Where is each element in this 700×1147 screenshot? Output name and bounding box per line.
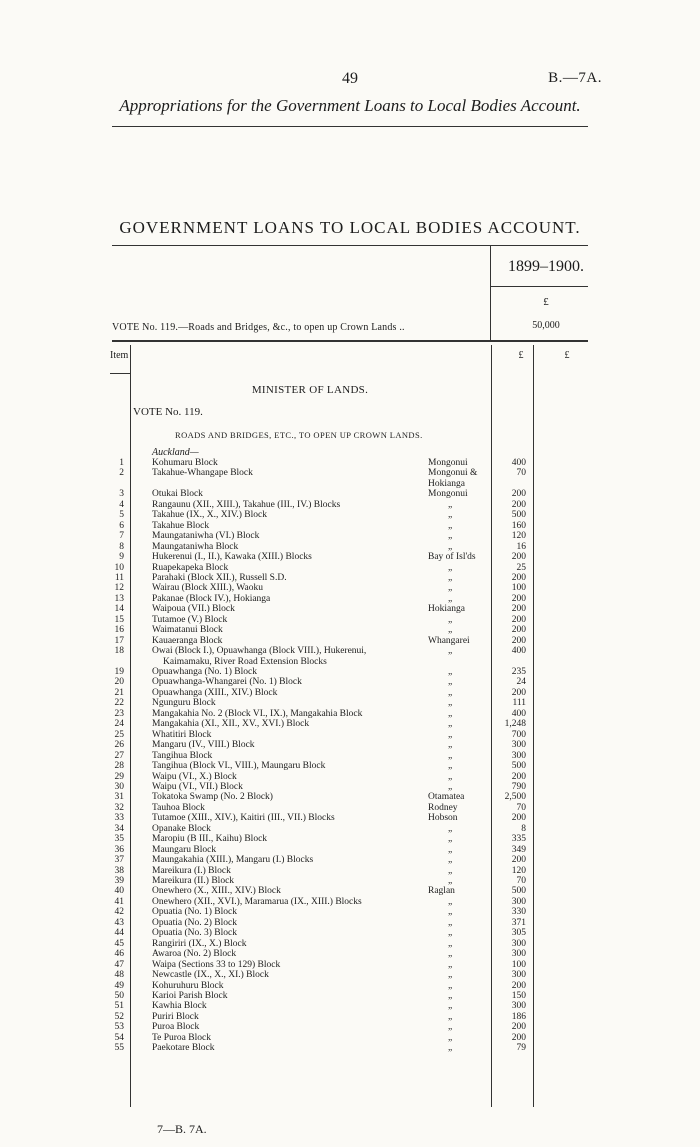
item-amount: 200 xyxy=(511,1022,526,1033)
item-description: Tangihua Block xyxy=(152,750,213,761)
item-county: „ xyxy=(448,625,453,636)
item-amount: 100 xyxy=(511,583,526,594)
table-row xyxy=(0,542,700,552)
item-number: 11 xyxy=(114,572,124,583)
item-county: „ xyxy=(448,750,453,761)
item-county: „ xyxy=(448,781,453,792)
item-number: 42 xyxy=(114,907,124,918)
item-amount: 200 xyxy=(511,614,526,625)
item-description: Newcastle (IX., X., XI.) Block xyxy=(152,970,269,981)
item-amount: 160 xyxy=(511,520,526,531)
item-description: Te Puroa Block xyxy=(152,1032,211,1043)
table-row xyxy=(0,981,700,991)
item-amount: 120 xyxy=(511,865,526,876)
item-amount: 335 xyxy=(511,834,526,845)
table-row xyxy=(0,458,700,468)
item-description: Mareikura (I.) Block xyxy=(152,865,231,876)
item-description: Kawhia Block xyxy=(152,1001,207,1012)
item-description: Kauaeranga Block xyxy=(152,635,223,646)
item-number: 10 xyxy=(114,562,124,573)
item-number: 52 xyxy=(114,1011,124,1022)
table-row xyxy=(0,573,700,583)
item-number: 1 xyxy=(119,458,124,468)
item-number: 43 xyxy=(114,917,124,928)
item-column-header: Item xyxy=(110,350,129,361)
item-description: Takahue-Whangape Block xyxy=(152,468,253,479)
item-amount: 300 xyxy=(511,740,526,751)
item-county: „ xyxy=(448,719,453,730)
item-county: „ xyxy=(448,834,453,845)
item-description: Mareikura (II.) Block xyxy=(152,876,235,886)
item-amount: 150 xyxy=(511,990,526,1001)
item-number: 32 xyxy=(114,802,124,813)
item-description: Paekotare Block xyxy=(152,1043,215,1054)
item-description: Wairau (Block XIII.), Waoku xyxy=(152,583,263,594)
item-description-continued: Kaimamaku, River Road Extension Blocks xyxy=(163,656,327,667)
item-number: 50 xyxy=(114,990,124,1001)
table-row xyxy=(0,740,700,750)
item-county: „ xyxy=(448,572,453,583)
item-number: 37 xyxy=(114,855,124,866)
summary-bottom-rule xyxy=(112,340,588,342)
item-county: „ xyxy=(448,980,453,991)
item-county: „ xyxy=(448,667,453,677)
vote-label: VOTE No. 119. xyxy=(133,406,203,418)
item-description: Maungataniwha (VI.) Block xyxy=(152,531,260,542)
item-description: Waipu (VI., VII.) Block xyxy=(152,781,243,792)
table-row xyxy=(0,1012,700,1022)
item-amount: 200 xyxy=(511,635,526,646)
item-description: Mangaru (IV., VIII.) Block xyxy=(152,740,255,751)
item-number: 14 xyxy=(114,604,124,615)
item-amount: 400 xyxy=(511,646,526,657)
table-row xyxy=(0,531,700,541)
item-amount: 300 xyxy=(511,970,526,981)
item-county: Hokianga xyxy=(428,604,465,615)
item-description: Whatitiri Block xyxy=(152,729,212,740)
item-county: „ xyxy=(448,928,453,939)
table-row xyxy=(0,939,700,949)
item-county: Rodney xyxy=(428,802,458,813)
item-amount: 500 xyxy=(511,886,526,897)
item-county: „ xyxy=(448,562,453,573)
item-county: „ xyxy=(448,708,453,719)
item-number: 20 xyxy=(114,677,124,688)
item-amount: 500 xyxy=(511,510,526,521)
item-amount: 100 xyxy=(511,959,526,970)
item-amount: 79 xyxy=(516,1043,526,1054)
table-row xyxy=(0,970,700,980)
item-amount: 200 xyxy=(511,771,526,782)
item-county: „ xyxy=(448,510,453,521)
item-number: 55 xyxy=(114,1043,124,1054)
item-description: Opuawhanga (XIII., XIV.) Block xyxy=(152,687,278,698)
item-description: Pakanae (Block IV.), Hokianga xyxy=(152,593,271,604)
total-column-currency: £ xyxy=(564,350,570,361)
table-row xyxy=(0,907,700,917)
item-county: „ xyxy=(448,959,453,970)
fiscal-year: 1899–1900. xyxy=(508,258,584,275)
table-row xyxy=(0,1033,700,1043)
item-number: 23 xyxy=(114,708,124,719)
item-amount: 235 xyxy=(511,667,526,677)
table-row xyxy=(0,500,700,510)
item-county: „ xyxy=(448,1032,453,1043)
item-number: 34 xyxy=(114,823,124,834)
item-description: Maropiu (B III., Kaihu) Block xyxy=(152,834,268,845)
table-row xyxy=(0,719,700,729)
item-amount: 1,248 xyxy=(504,719,526,730)
table-row xyxy=(0,1022,700,1032)
item-description: Opuawhanga (No. 1) Block xyxy=(152,667,258,677)
item-county: „ xyxy=(448,740,453,751)
item-amount: 186 xyxy=(511,1011,526,1022)
item-number: 21 xyxy=(114,687,124,698)
item-description: Awaroa (No. 2) Block xyxy=(152,949,237,960)
item-number: 51 xyxy=(114,1001,124,1012)
item-number: 8 xyxy=(119,541,124,552)
item-amount: 400 xyxy=(511,458,526,468)
item-county: Otamatea xyxy=(428,792,465,803)
item-county: „ xyxy=(448,1043,453,1054)
item-description: Puroa Block xyxy=(152,1022,200,1033)
item-description: Rangaunu (XII., XIII.), Takahue (III., IV.) Blocks xyxy=(152,499,341,510)
item-county: „ xyxy=(448,614,453,625)
item-description: Opuawhanga-Whangarei (No. 1) Block xyxy=(152,677,302,688)
item-county: „ xyxy=(448,1001,453,1012)
table-row xyxy=(0,949,700,959)
item-county: „ xyxy=(448,855,453,866)
item-amount: 70 xyxy=(516,468,526,479)
table-row xyxy=(0,834,700,844)
section-title: ROADS AND BRIDGES, ETC., TO OPEN UP CROWN LANDS. xyxy=(175,430,423,440)
item-description: Tauhoa Block xyxy=(152,802,205,813)
item-number: 4 xyxy=(119,499,124,510)
item-number: 19 xyxy=(114,667,124,677)
table-row xyxy=(0,824,700,834)
item-county: Mongonui xyxy=(428,489,468,500)
item-amount: 70 xyxy=(516,802,526,813)
item-description: Rangiriri (IX., X.) Block xyxy=(152,938,247,949)
item-amount: 200 xyxy=(511,1032,526,1043)
item-amount: 200 xyxy=(511,604,526,615)
item-number: 26 xyxy=(114,740,124,751)
item-county: „ xyxy=(448,907,453,918)
item-number: 53 xyxy=(114,1022,124,1033)
item-amount: 16 xyxy=(516,541,526,552)
item-amount: 349 xyxy=(511,844,526,855)
item-description: Mangakahia No. 2 (Block VI., IX.), Mangakahia Block xyxy=(152,708,363,719)
summary-currency: £ xyxy=(543,296,549,308)
item-description: Waipoua (VII.) Block xyxy=(152,604,235,615)
item-description: Onewhero (XII., XVI.), Maramarua (IX., XIII.) Blocks xyxy=(152,896,362,907)
amount-column-currency: £ xyxy=(518,350,524,361)
item-description: Takahue Block xyxy=(152,520,210,531)
item-number: 48 xyxy=(114,970,124,981)
item-description: Hukerenui (I., II.), Kawaka (XIII.) Blocks xyxy=(152,552,312,563)
table-row xyxy=(0,521,700,531)
item-amount: 70 xyxy=(516,876,526,886)
table-row xyxy=(0,845,700,855)
table-row xyxy=(0,803,700,813)
vote-summary-amount: 50,000 xyxy=(532,320,560,331)
item-amount: 300 xyxy=(511,938,526,949)
item-county: „ xyxy=(448,896,453,907)
table-row xyxy=(0,991,700,1001)
item-number: 29 xyxy=(114,771,124,782)
item-amount: 111 xyxy=(512,698,526,709)
item-number: 45 xyxy=(114,938,124,949)
item-county: „ xyxy=(448,938,453,949)
item-county: „ xyxy=(448,1011,453,1022)
region-label: Auckland— xyxy=(152,447,199,458)
table-row xyxy=(0,751,700,761)
item-county: „ xyxy=(448,771,453,782)
item-description: Mangakahia (XI., XII., XV., XVI.) Block xyxy=(152,719,310,730)
table-row xyxy=(0,730,700,740)
item-county: Hobson xyxy=(428,813,458,824)
item-county: „ xyxy=(448,970,453,981)
item-county: „ xyxy=(448,949,453,960)
item-description: Maungaru Block xyxy=(152,844,217,855)
item-number: 12 xyxy=(114,583,124,594)
item-amount: 300 xyxy=(511,750,526,761)
item-amount: 330 xyxy=(511,907,526,918)
item-description: Maungataniwha Block xyxy=(152,541,239,552)
item-number: 2 xyxy=(119,468,124,479)
year-underline xyxy=(490,286,588,287)
item-number: 35 xyxy=(114,834,124,845)
item-amount: 8 xyxy=(521,823,526,834)
item-number: 17 xyxy=(114,635,124,646)
item-amount: 200 xyxy=(511,572,526,583)
item-amount: 200 xyxy=(511,855,526,866)
item-county: „ xyxy=(448,499,453,510)
table-row xyxy=(0,698,700,708)
account-title: GOVERNMENT LOANS TO LOCAL BODIES ACCOUNT. xyxy=(119,218,581,237)
table-row xyxy=(0,897,700,907)
item-county: „ xyxy=(448,1022,453,1033)
item-number: 36 xyxy=(114,844,124,855)
item-number: 41 xyxy=(114,896,124,907)
summary-top-rule xyxy=(112,245,588,246)
item-number: 40 xyxy=(114,886,124,897)
item-number: 44 xyxy=(114,928,124,939)
item-county: „ xyxy=(448,698,453,709)
item-amount: 500 xyxy=(511,761,526,772)
table-row xyxy=(0,1043,700,1053)
item-number: 13 xyxy=(114,593,124,604)
table-row xyxy=(0,604,700,614)
table-row xyxy=(0,886,700,896)
item-county: „ xyxy=(448,646,453,657)
table-row xyxy=(0,855,700,865)
table-row xyxy=(0,552,700,562)
item-description: Waipa (Sections 33 to 129) Block xyxy=(152,959,281,970)
table-row xyxy=(0,866,700,876)
item-county: „ xyxy=(448,520,453,531)
item-amount: 200 xyxy=(511,499,526,510)
item-county: „ xyxy=(448,844,453,855)
item-header-rule xyxy=(110,373,130,374)
item-county: „ xyxy=(448,876,453,886)
item-county: Whangarei xyxy=(428,635,470,646)
item-county: „ xyxy=(448,531,453,542)
item-description: Kohumaru Block xyxy=(152,458,218,468)
item-description: Opuatia (No. 2) Block xyxy=(152,917,237,928)
item-description: Tutamoe (V.) Block xyxy=(152,614,228,625)
table-row xyxy=(0,792,700,802)
item-number: 7 xyxy=(119,531,124,542)
header-rule xyxy=(112,126,588,127)
item-number: 5 xyxy=(119,510,124,521)
item-amount: 300 xyxy=(511,896,526,907)
item-amount: 700 xyxy=(511,729,526,740)
item-number: 16 xyxy=(114,625,124,636)
item-description: Tutamoe (XIII., XIV.), Kaitiri (III., VII.) Blocks xyxy=(152,813,335,824)
item-number: 38 xyxy=(114,865,124,876)
table-row xyxy=(0,688,700,698)
item-county: „ xyxy=(448,687,453,698)
table-row xyxy=(0,646,700,667)
table-row xyxy=(0,709,700,719)
item-description: Opuatia (No. 1) Block xyxy=(152,907,237,918)
table-row xyxy=(0,468,700,489)
item-county: „ xyxy=(448,541,453,552)
table-row xyxy=(0,772,700,782)
item-county: „ xyxy=(448,583,453,594)
item-county: „ xyxy=(448,677,453,688)
item-description: Tangihua (Block VI., VIII.), Maungaru Block xyxy=(152,761,326,772)
table-row xyxy=(0,625,700,635)
page-number: 49 xyxy=(342,70,358,87)
table-row xyxy=(0,960,700,970)
page-footer: 7—B. 7A. xyxy=(157,1122,207,1136)
appropriations-title: Appropriations for the Government Loans to Local Bodies Account. xyxy=(119,96,581,115)
item-amount: 200 xyxy=(511,813,526,824)
item-amount: 300 xyxy=(511,1001,526,1012)
item-amount: 200 xyxy=(511,980,526,991)
item-amount: 371 xyxy=(511,917,526,928)
item-description: Parahaki (Block XII.), Russell S.D. xyxy=(152,572,287,583)
table-row xyxy=(0,667,700,677)
item-county: „ xyxy=(448,990,453,1001)
item-number: 46 xyxy=(114,949,124,960)
item-county: Raglan xyxy=(428,886,455,897)
item-description: Ngunguru Block xyxy=(152,698,216,709)
item-amount: 24 xyxy=(516,677,526,688)
item-number: 39 xyxy=(114,876,124,886)
item-number: 49 xyxy=(114,980,124,991)
table-row xyxy=(0,594,700,604)
table-row xyxy=(0,677,700,687)
item-description: Opuatia (No. 3) Block xyxy=(152,928,237,939)
item-number: 25 xyxy=(114,729,124,740)
table-row xyxy=(0,563,700,573)
item-description: Waipu (VI., X.) Block xyxy=(152,771,237,782)
document-reference: B.—7A. xyxy=(548,70,602,86)
item-description: Otukai Block xyxy=(152,489,203,500)
table-row xyxy=(0,615,700,625)
table-row xyxy=(0,813,700,823)
item-number: 33 xyxy=(114,813,124,824)
item-number: 30 xyxy=(114,781,124,792)
item-county: „ xyxy=(448,729,453,740)
item-description: Owai (Block I.), Opuawhanga (Block VIII.), Hukerenui, xyxy=(152,646,367,657)
table-row xyxy=(0,782,700,792)
item-county: „ xyxy=(448,593,453,604)
table-row xyxy=(0,918,700,928)
item-number: 27 xyxy=(114,750,124,761)
item-county: „ xyxy=(448,917,453,928)
table-row xyxy=(0,876,700,886)
item-number: 31 xyxy=(114,792,124,803)
item-description: Waimatanui Block xyxy=(152,625,223,636)
item-amount: 200 xyxy=(511,489,526,500)
table-row xyxy=(0,928,700,938)
item-description: Puriri Block xyxy=(152,1011,199,1022)
minister-heading: MINISTER OF LANDS. xyxy=(251,384,369,396)
item-county: Mongonui & Hokianga xyxy=(428,468,478,489)
item-number: 47 xyxy=(114,959,124,970)
item-description: Karioi Parish Block xyxy=(152,990,228,1001)
item-amount: 120 xyxy=(511,531,526,542)
item-county: Bay of Isl'ds xyxy=(428,552,476,563)
table-row xyxy=(0,583,700,593)
item-description: Ruapekapeka Block xyxy=(152,562,229,573)
item-number: 15 xyxy=(114,614,124,625)
item-number: 9 xyxy=(119,552,124,563)
item-number: 22 xyxy=(114,698,124,709)
item-number: 3 xyxy=(119,489,124,500)
item-number: 54 xyxy=(114,1032,124,1043)
item-county: „ xyxy=(448,865,453,876)
item-number: 24 xyxy=(114,719,124,730)
item-description: Tokatoka Swamp (No. 2 Block) xyxy=(152,792,273,803)
table-row xyxy=(0,510,700,520)
item-amount: 200 xyxy=(511,552,526,563)
item-amount: 400 xyxy=(511,708,526,719)
item-county: „ xyxy=(448,823,453,834)
item-number: 18 xyxy=(114,646,124,657)
item-description: Kohuruhuru Block xyxy=(152,980,224,991)
item-description: Maungakahia (XIII.), Mangaru (I.) Blocks xyxy=(152,855,314,866)
table-row xyxy=(0,761,700,771)
item-amount: 305 xyxy=(511,928,526,939)
table-row xyxy=(0,489,700,499)
item-amount: 300 xyxy=(511,949,526,960)
table-row xyxy=(0,1001,700,1011)
item-county: Mongonui xyxy=(428,458,468,468)
item-amount: 2,500 xyxy=(504,792,526,803)
item-description: Takahue (IX., X., XIV.) Block xyxy=(152,510,267,521)
item-amount: 790 xyxy=(511,781,526,792)
item-number: 28 xyxy=(114,761,124,772)
item-county: „ xyxy=(448,761,453,772)
item-amount: 200 xyxy=(511,625,526,636)
table-row xyxy=(0,636,700,646)
vote-summary-line: VOTE No. 119.—Roads and Bridges, &c., to open up Crown Lands .. xyxy=(112,322,405,333)
item-amount: 200 xyxy=(511,593,526,604)
item-amount: 25 xyxy=(516,562,526,573)
item-number: 6 xyxy=(119,520,124,531)
item-amount: 200 xyxy=(511,687,526,698)
item-description: Onewhero (X., XIII., XIV.) Block xyxy=(152,886,281,897)
item-description: Opanake Block xyxy=(152,823,211,834)
